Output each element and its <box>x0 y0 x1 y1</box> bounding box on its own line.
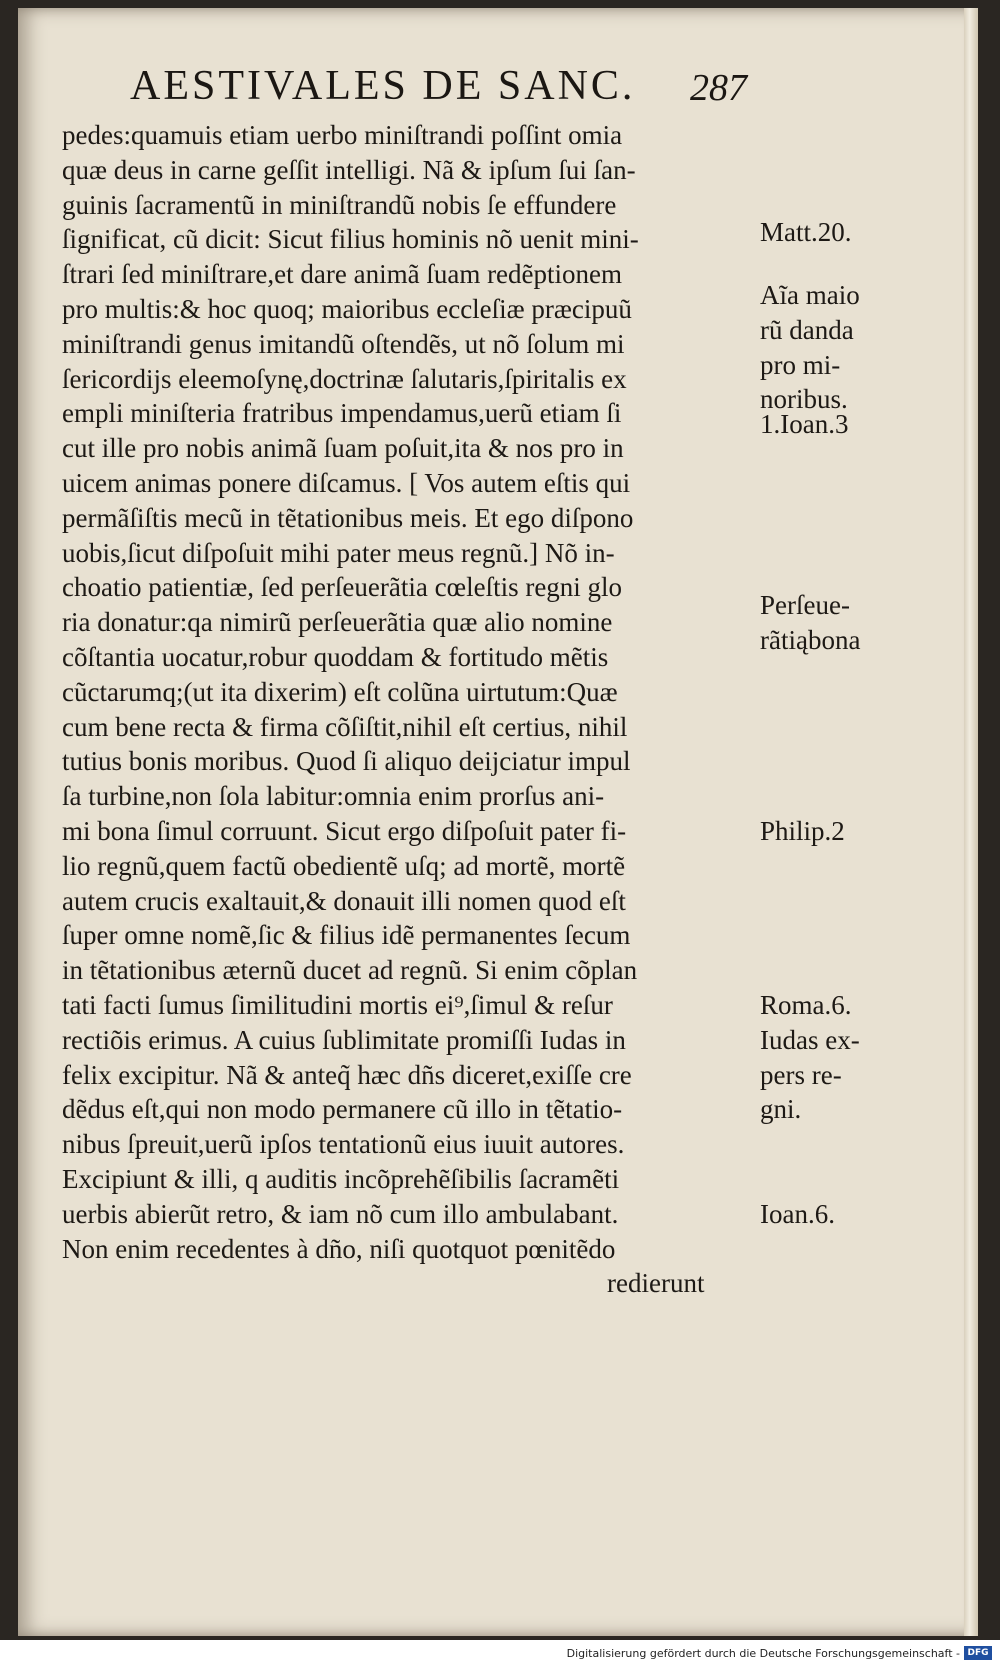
text-line: ſtrari ſed miniſtrare,et dare animã ſuam redẽptionem <box>62 259 623 290</box>
text-line: uicem animas ponere diſcamus. [ Vos autem eſtis qui <box>62 467 631 498</box>
margin-note: Perſeue- rãtiąbona <box>760 589 861 655</box>
text-line: permãſiſtis mecũ in tẽtationibus meis. Et ego diſpono <box>62 502 634 533</box>
text-line: choatio patientiæ, ſed perſeuerãtia cœleſtis regni glo <box>62 572 623 603</box>
footer-credit: Digitalisierung gefördert durch die Deutsche Forschungsgemeinschaft - <box>566 1647 960 1660</box>
text-line: cut ille pro nobis animã ſuam poſuit,ita & nos pro in <box>62 433 624 464</box>
text-line: Non enim recedentes à dño, niſi quotquot pœnitẽdo <box>62 1233 616 1264</box>
margin-note: Ioan.6. <box>760 1198 835 1229</box>
margin-note: Aĩa maio rũ danda pro mi- noribus. <box>760 280 860 415</box>
text-line: uerbis abierũt retro, & iam nõ cum illo ambulabant. <box>62 1198 619 1229</box>
margin-note: Matt.20. <box>760 217 852 248</box>
text-line: felix excipitur. Nã & anteq̃ hæc dñs diceret,exiſſe cre <box>62 1059 632 1090</box>
text-line: tati facti ſumus ſimilitudini mortis ei⁹,ſimul & reſur <box>62 989 613 1020</box>
margin-note: 1.Ioan.3 <box>760 408 849 439</box>
text-line: ſericordijs eleemoſynę,doctrinæ ſalutaris,ſpiritalis ex <box>62 363 627 394</box>
text-line: lio regnũ,quem factũ obedientẽ uſq; ad mortẽ, mortẽ <box>62 850 626 881</box>
footer <box>0 1640 1000 1668</box>
body-text <box>62 118 782 1301</box>
text-line: cũctarumq;(ut ita dixerim) eſt colũna uirtutum:Quæ <box>62 676 618 707</box>
margin-note: Philip.2 <box>760 816 845 846</box>
text-line: tutius bonis moribus. Quod ſi aliquo deijciatur impul <box>62 746 631 777</box>
text-line: ſa turbine,non ſola labitur:omnia enim prorſus ani- <box>62 781 605 812</box>
text-line: rectiõis erimus. A cuius ſublimitate promiſſi Iudas in <box>62 1024 626 1055</box>
text-line: in tẽtationibus æternũ ducet ad regnũ. Si enim cõplan <box>62 955 638 986</box>
running-head: AESTIVALES DE SANC. <box>130 63 636 109</box>
text-line: guinis ſacramentũ in miniſtrandũ nobis ſe effundere <box>62 189 617 220</box>
text-line: cum bene recta & firma cõſiſtit,nihil eſt certius, nihil <box>62 711 628 742</box>
text-line: autem crucis exaltauit,& donauit illi nomen quod eſt <box>62 885 626 916</box>
text-line: ria donatur:qa nimirũ perſeuerãtia quæ alio nomine <box>62 607 613 638</box>
text-line: quæ deus in carne geſſit intelligi. Nã & ipſum ſui ſan- <box>62 154 636 185</box>
text-line: empli miniſteria fratribus impendamus,uerũ etiam ſi <box>62 398 622 429</box>
text-line: uobis,ſicut diſpoſuit mihi pater meus regnũ.] Nõ in- <box>62 537 615 568</box>
text-line: mi bona ſimul corruunt. Sicut ergo diſpoſuit pater fi- <box>62 815 627 846</box>
text-line: ſignificat, cũ dicit: Sicut filius hominis nõ uenit mini- <box>62 224 639 255</box>
margin-note: Roma.6. <box>760 990 852 1020</box>
page-number: 287 <box>690 67 747 109</box>
text-line: dẽdus eſt,qui non modo permanere cũ illo in tẽtatio- <box>62 1094 623 1125</box>
text-line: miniſtrandi genus imitandũ oſtendẽs, ut nõ ſolum mi <box>62 328 625 359</box>
text-line: cõſtantia uocatur,robur quoddam & fortitudo mẽtis <box>62 641 609 672</box>
page-edge <box>964 8 978 1636</box>
text-line: ſuper omne nomẽ,ſic & filius idẽ permanentes ſecum <box>62 920 631 951</box>
catchword: redierunt <box>607 1268 705 1299</box>
dfg-logo: DFG <box>964 1646 992 1660</box>
text-line: Excipiunt & illi, q auditis incõprehẽſibilis ſacramẽti <box>62 1163 620 1194</box>
text-line: nibus ſpreuit,uerũ ipſos tentationũ eius iuuit autores. <box>62 1129 625 1160</box>
margin-note: Iudas ex- pers re- gni. <box>760 1024 860 1125</box>
text-line: pedes:quamuis etiam uerbo miniſtrandi poſſint omia <box>62 120 623 150</box>
text-line: pro multis:& hoc quoq; maioribus eccleſiæ præcipuũ <box>62 293 632 324</box>
